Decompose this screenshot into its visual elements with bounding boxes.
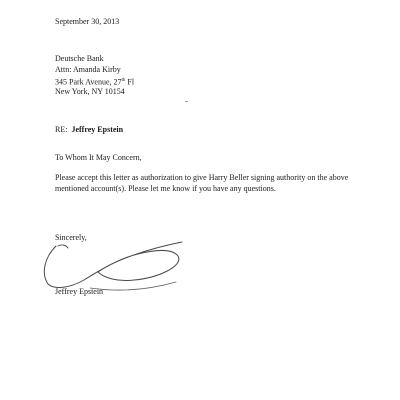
salutation: To Whom It May Concern, xyxy=(55,153,142,162)
signer-name: Jeffrey Epstein xyxy=(55,287,104,296)
closing: Sincerely, xyxy=(55,233,87,242)
recipient-address xyxy=(55,53,134,97)
scan-speck xyxy=(185,101,188,102)
recipient-city: New York, NY 10154 xyxy=(55,87,125,96)
handwritten-signature xyxy=(38,232,198,294)
letter-body: Please accept this letter as authorization to give Harry Beller signing authority on the above mentioned account(s). Please let me know if you have any questions. xyxy=(55,173,349,193)
letter-date: September 30, 2013 xyxy=(55,17,120,26)
subject-line xyxy=(55,124,123,135)
recipient-attn: Attn: Amanda Kirby xyxy=(55,65,121,74)
street-ordinal: th xyxy=(121,78,126,83)
street-prefix: 345 Park Avenue, 27 xyxy=(55,77,122,87)
street-suffix: Fl xyxy=(125,77,135,87)
recipient-name: Deutsche Bank xyxy=(55,54,104,63)
re-subject: Jeffrey Epstein xyxy=(71,125,124,134)
recipient-street xyxy=(55,75,134,86)
re-label: RE: xyxy=(55,125,68,134)
